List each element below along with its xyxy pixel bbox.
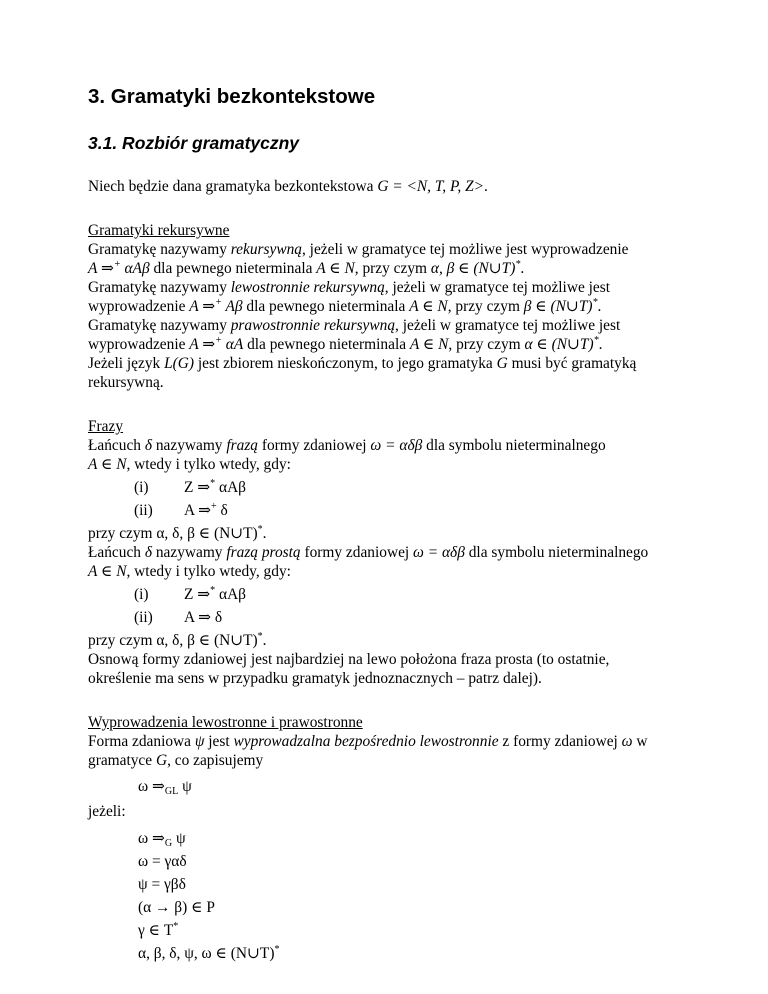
condition-formula: A ⇒ δ [184,609,223,626]
text-line: Gramatykę nazywamy prawostronnie rekursywną, jeżeli w gramatyce tej możliwe jest [88,317,621,334]
chapter-title: 3. Gramatyki bezkontekstowe [88,85,376,108]
heading-recursive-grammars: Gramatyki rekursywne [88,222,230,239]
text-line: wyprowadzenie A ⇒+ Aβ dla pewnego nieterminala A ∈ N, przy czym β ∈ (N∪T)*. [88,297,602,315]
condition-number: (i) [134,479,149,496]
text-line: A ∈ N, wtedy i tylko wtedy, gdy: [88,456,291,473]
text-line: Gramatykę nazywamy lewostronnie rekursywną, jeżeli w gramatyce tej możliwe jest [88,279,610,296]
heading-phrases: Frazy [88,418,124,435]
text-line: Forma zdaniowa ψ jest wyprowadzalna bezpośrednio lewostronnie z formy zdaniowej ω w [88,733,648,750]
condition-number: (ii) [134,502,153,519]
text-line: określenie ma sens w przypadku gramatyk jednoznacznych – patrz dalej). [88,670,542,687]
condition-formula: A ⇒+ δ [184,501,228,519]
text-line: Jeżeli język L(G) jest zbiorem nieskończonym, to jego gramatyka G musi być gramatyką [88,355,637,372]
text-line: Osnową formy zdaniowej jest najbardziej na lewo położona fraza prosta (to ostatnie, [88,651,610,668]
formula: γ ∈ T* [138,921,179,939]
condition-formula: Z ⇒* αAβ [184,478,247,496]
formula: ω $\Rightarrow_{GL}$ ψ [138,778,192,797]
formula: (α → β) ∈ P [138,899,215,916]
condition-number: (i) [134,586,149,603]
section-title: 3.1. Rozbiór gramatyczny [88,133,300,153]
text-line: jeżeli: [88,803,126,820]
text-line: A ⇒+ αAβ dla pewnego nieterminala A ∈ N, przy czym α, β ∈ (N∪T)*. [88,259,525,277]
formula: α, β, δ, ψ, ω ∈ (N∪T)* [138,944,280,962]
text-line: przy czym α, δ, β ∈ (N∪T)*. [88,631,267,649]
condition-number: (ii) [134,609,153,626]
text-line: Łańcuch δ nazywamy frazą formy zdaniowej ω = αδβ dla symbolu nieterminalnego [88,437,606,454]
text-line: przy czym α, δ, β ∈ (N∪T)*. [88,524,267,542]
heading-derivations: Wyprowadzenia lewostronne i prawostronne [88,714,363,731]
text-line: gramatyce G, co zapisujemy [88,752,264,769]
text-line: Łańcuch δ nazywamy frazą prostą formy zdaniowej ω = αδβ dla symbolu nieterminalnego [88,544,649,561]
formula: ω $\Rightarrow_G$ ψ [138,830,186,849]
text-line: rekursywną. [88,374,164,391]
text-line: Gramatykę nazywamy rekursywną, jeżeli w gramatyce tej możliwe jest wyprowadzenie [88,241,629,258]
condition-formula: Z ⇒* αAβ [184,585,247,603]
text-line: wyprowadzenie A ⇒+ αA dla pewnego nieterminala A ∈ N, przy czym α ∈ (N∪T)*. [88,335,603,353]
intro-paragraph: Niech będzie dana gramatyka bezkontekstowa G = <N, T, P, Z>. [88,178,488,195]
text-line: A ∈ N, wtedy i tylko wtedy, gdy: [88,563,291,580]
formula: ψ = γβδ [138,876,186,893]
formula: ω = γαδ [138,853,187,870]
